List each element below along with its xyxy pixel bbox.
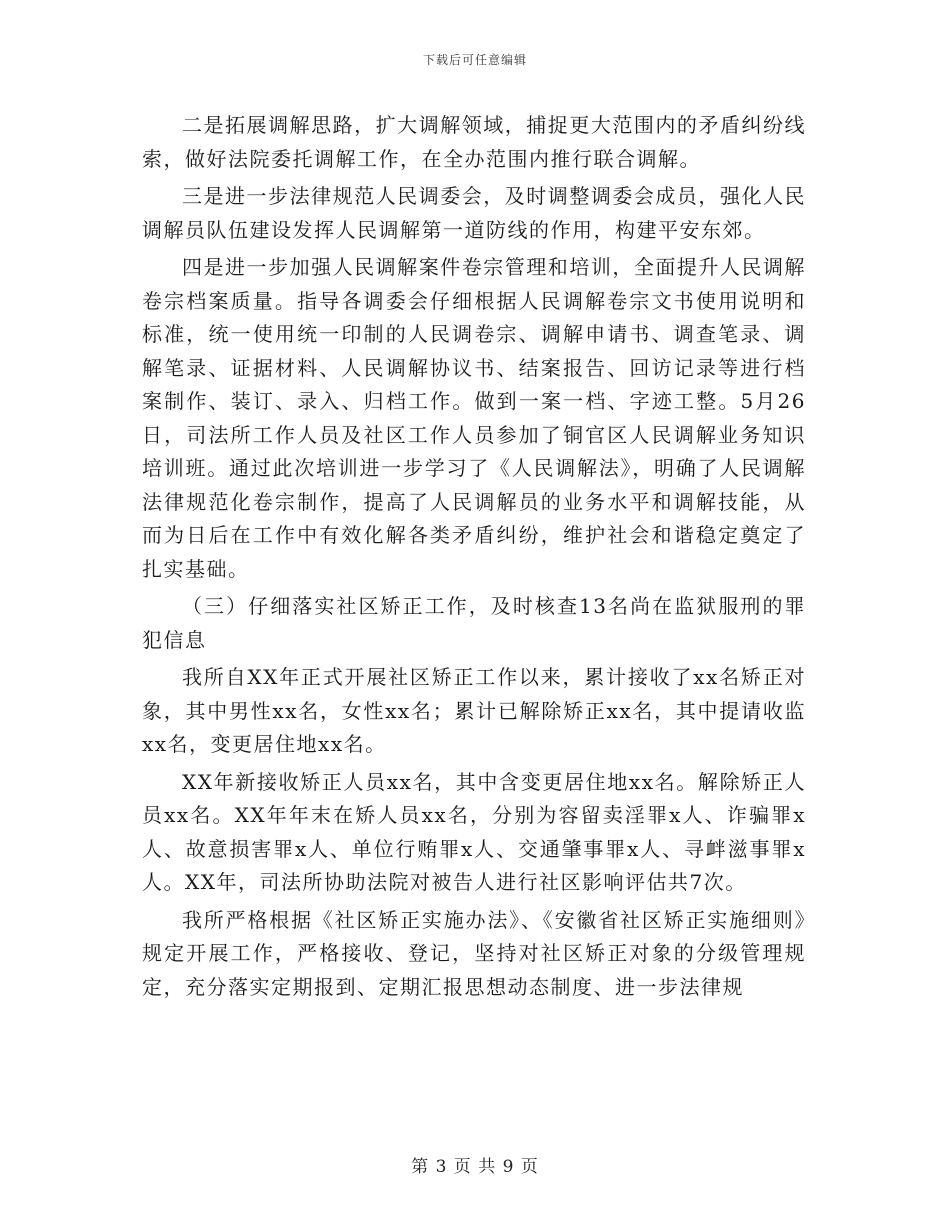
document-body <box>142 109 806 1008</box>
paragraph-4: 四是进一步加强人民调解案件卷宗管理和培训，全面提升人民调解卷宗档案质量。指导各调委会仔细根据人民调解卷宗文书使用说明和标准，统一使用统一印制的人民调卷宗、调解申请书、调查笔录、调解笔录、证据材料、人民调解协议书、结案报告、回访记录等进行档案制作、装订、录入、归档工作。做到一案一档、字迹工整。5月26日，司法所工作人员及社区工作人员参加了铜官区人民调解业务知识培训班。通过此次培训进一步学习了《人民调解法》，明确了人民调解法律规范化卷宗制作，提高了人民调解员的业务水平和调解技能，从而为日后在工作中有效化解各类矛盾纠纷，维护社会和谐稳定奠定了扎实基础。 <box>142 255 806 581</box>
page-number-footer: 第 3 页 共 9 页 <box>411 1157 539 1177</box>
section-heading-3: （三）仔细落实社区矫正工作，及时核查13名尚在监狱服刑的罪犯信息 <box>142 594 806 652</box>
paragraph-correction-summary: 我所自XX年正式开展社区矫正工作以来，累计接收了xx名矫正对象，其中男性xx名，女性xx名；累计已解除矫正xx名，其中提请收监xx名，变更居住地xx名。 <box>142 665 806 756</box>
paragraph-3: 三是进一步法律规范人民调委会，及时调整调委会成员，强化人民调解员队伍建设发挥人民调解第一道防线的作用，构建平安东郊。 <box>142 184 806 242</box>
page-header-note: 下载后可任意编辑 <box>422 53 527 67</box>
paragraph-correction-rules: 我所严格根据《社区矫正实施办法》、《安徽省社区矫正实施细则》规定开展工作，严格接收、登记，坚持对社区矫正对象的分级管理规定，充分落实定期报到、定期汇报思想动态制度、进一步法律规 <box>142 907 806 999</box>
paragraph-correction-yearly: XX年新接收矫正人员xx名，其中含变更居住地xx名。解除矫正人员xx名。XX年年末在矫人员xx名，分别为容留卖淫罪x人、诈骗罪x人、故意损害罪x人、单位行贿罪x人、交通肇事罪x人、寻衅滋事罪x人。XX年，司法所协助法院对被告人进行社区影响评估共7次。 <box>142 769 806 894</box>
paragraph-2: 二是拓展调解思路，扩大调解领域，捕捉更大范围内的矛盾纠纷线索，做好法院委托调解工作，在全办范围内推行联合调解。 <box>142 113 806 171</box>
